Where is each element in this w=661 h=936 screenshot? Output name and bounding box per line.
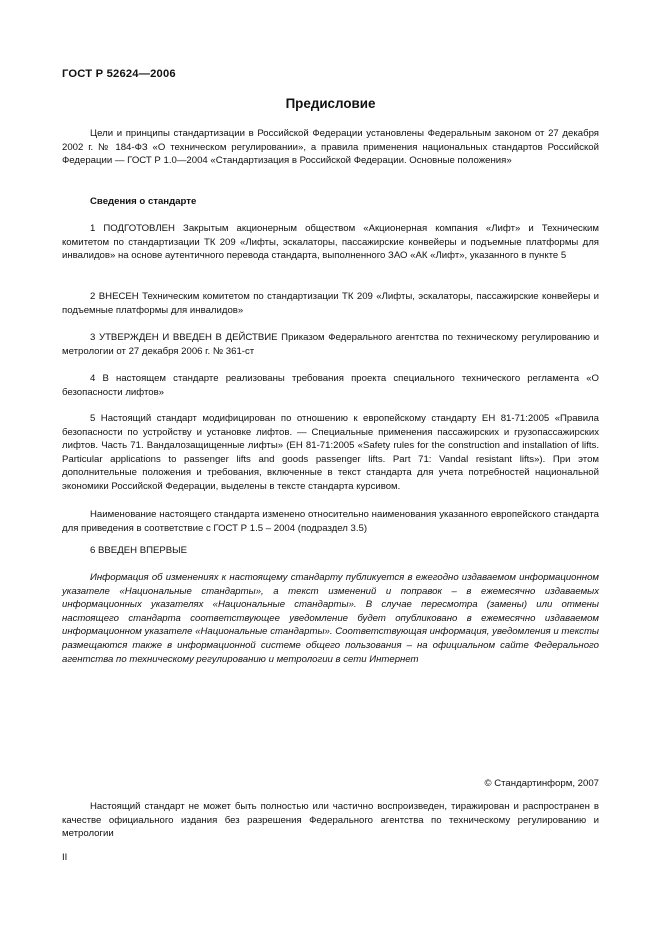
changes-notice: Информация об изменениях к настоящему стандарту публикуется в ежегодно издаваемом информационном указателе «Национальные стандарты», а текст изменений и поправок – в ежемесячно издаваемых информационных указателях «Национальные стандарты». В случае пересмотра (замены) или отмены настоящего стандарта соответствующее уведомление будет опубликовано в ежемесячно издаваемом информационном указателе «Национальные стандарты». Соответствующая информация, уведомления и тексты размещаются также в информационной системе общего пользования – на официальном сайте Федерального агентства по техническому регулированию и метрологии в сети Интернет [62, 572, 599, 665]
item-2-submitted: 2 ВНЕСЕН Техническим комитетом по стандартизации ТК 209 «Лифты, эскалаторы, пассажирские конвейеры и подъемные платформы для инвалидов» [62, 291, 599, 316]
intro-paragraph: Цели и принципы стандартизации в Российской Федерации установлены Федеральным законом от 27 декабря 2002 г. № 184-ФЗ «О техническом регулировании», а правила применения национальных стандартов Российской Федерации — ГОСТ Р 1.0—2004 «Стандартизация в Российской Федерации. Основные положения» [62, 128, 599, 167]
item-5-modification: 5 Настоящий стандарт модифицирован по отношению к европейскому стандарту ЕН 81-71:2005 «Правила безопасности по устройству и установке лифтов. — Специальные применения пассажирских и грузопассажирских лифтов. Часть 71. Вандалозащищенные лифты» (EH 81-71:2005 «Safety rules for the construction and installation of lifts. Particular applications to passenger lifts and goods passenger lifts. Part 71: Vandal resistant lifts»). При этом дополнительные положения и требования, включенные в текст стандарта для учета потребностей национальной экономики Российской Федерации, выделены в тексте стандарта курсивом. [62, 413, 599, 492]
standard-code-header: ГОСТ Р 52624—2006 [62, 68, 176, 80]
item-6-introduced: 6 ВВЕДЕН ВПЕРВЫЕ [90, 545, 188, 556]
copyright-line: © Стандартинформ, 2007 [484, 778, 599, 789]
page-title: Предисловие [285, 96, 376, 111]
reproduction-notice: Настоящий стандарт не может быть полностью или частично воспроизведен, тиражирован и распространен в качестве официального издания без разрешения Федерального агентства по техническому регулированию и метрологии [62, 801, 599, 840]
item-3-approved: 3 УТВЕРЖДЕН И ВВЕДЕН В ДЕЙСТВИЕ Приказом Федерального агентства по техническому регулированию и метрологии от 27 декабря 2006 г. № 361-ст [62, 332, 599, 357]
section-heading: Сведения о стандарте [90, 196, 197, 207]
item-5-name-change: Наименование настоящего стандарта изменено относительно наименования указанного европейского стандарта для приведения в соответствие с ГОСТ Р 1.5 – 2004 (подраздел 3.5) [62, 509, 599, 534]
item-1-prepared: 1 ПОДГОТОВЛЕН Закрытым акционерным обществом «Акционерная компания «Лифт» и Техническим комитетом по стандартизации ТК 209 «Лифты, эскалаторы, пассажирские конвейеры и подъемные платформы для инвалидов» на основе аутентичного перевода стандарта, выполненного ЗАО «АК «Лифт», указанного в пункте 5 [62, 223, 599, 262]
item-4-requirements: 4 В настоящем стандарте реализованы требования проекта специального технического регламента «О безопасности лифтов» [62, 373, 599, 398]
page-number: II [62, 852, 68, 863]
